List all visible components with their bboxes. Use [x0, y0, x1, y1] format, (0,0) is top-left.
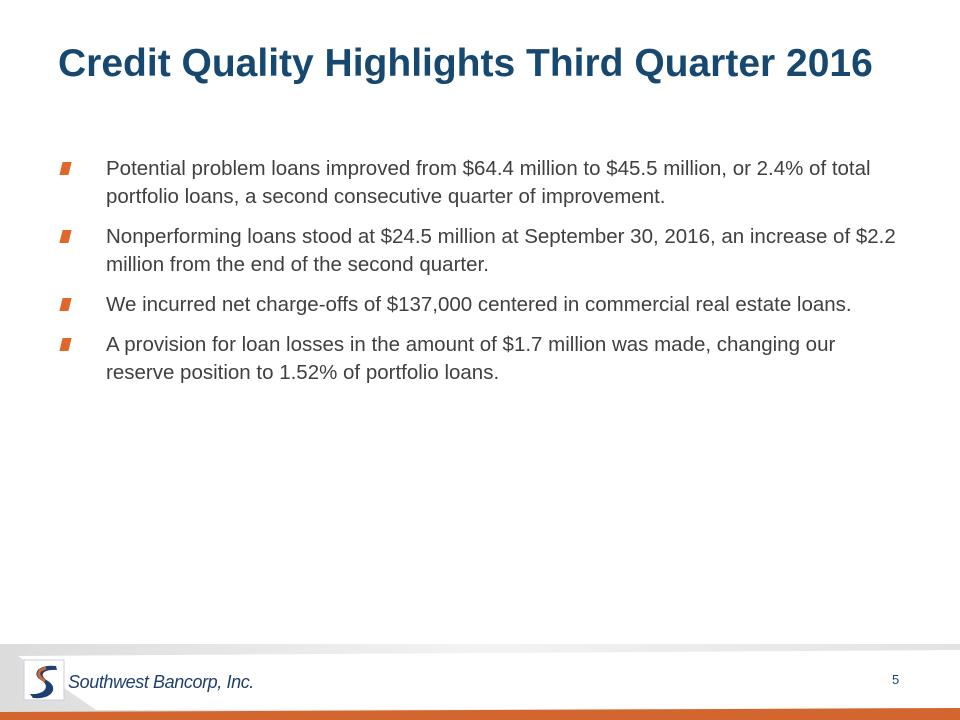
bullet-item [58, 223, 908, 279]
bullet-list [58, 155, 908, 399]
bullet-item [58, 155, 908, 211]
bullet-marker-icon [59, 298, 71, 311]
bullet-marker-icon [59, 338, 71, 351]
company-name: Southwest Bancorp, Inc. [68, 672, 254, 692]
page-number: 5 [892, 672, 900, 687]
bullet-marker-icon [59, 230, 71, 243]
bullet-marker-icon [59, 162, 71, 175]
bullet-item [58, 291, 908, 319]
bullet-text: Nonperforming loans stood at $24.5 million at September 30, 2016, an increase of $2.2 million from the end of the second quarter. [106, 225, 896, 276]
southwest-bancorp-logo-icon [24, 660, 64, 700]
slide-footer [0, 644, 960, 720]
bullet-item [58, 331, 908, 387]
bullet-text: Potential problem loans improved from $64.4 million to $45.5 million, or 2.4% of total portfolio loans, a second consecutive quarter of improvement. [106, 157, 871, 208]
bullet-text: We incurred net charge-offs of $137,000 centered in commercial real estate loans. [106, 293, 852, 316]
bullet-text: A provision for loan losses in the amount of $1.7 million was made, changing our reserve position to 1.52% of portfolio loans. [106, 333, 836, 384]
slide-title: Credit Quality Highlights Third Quarter 2016 [58, 42, 873, 85]
